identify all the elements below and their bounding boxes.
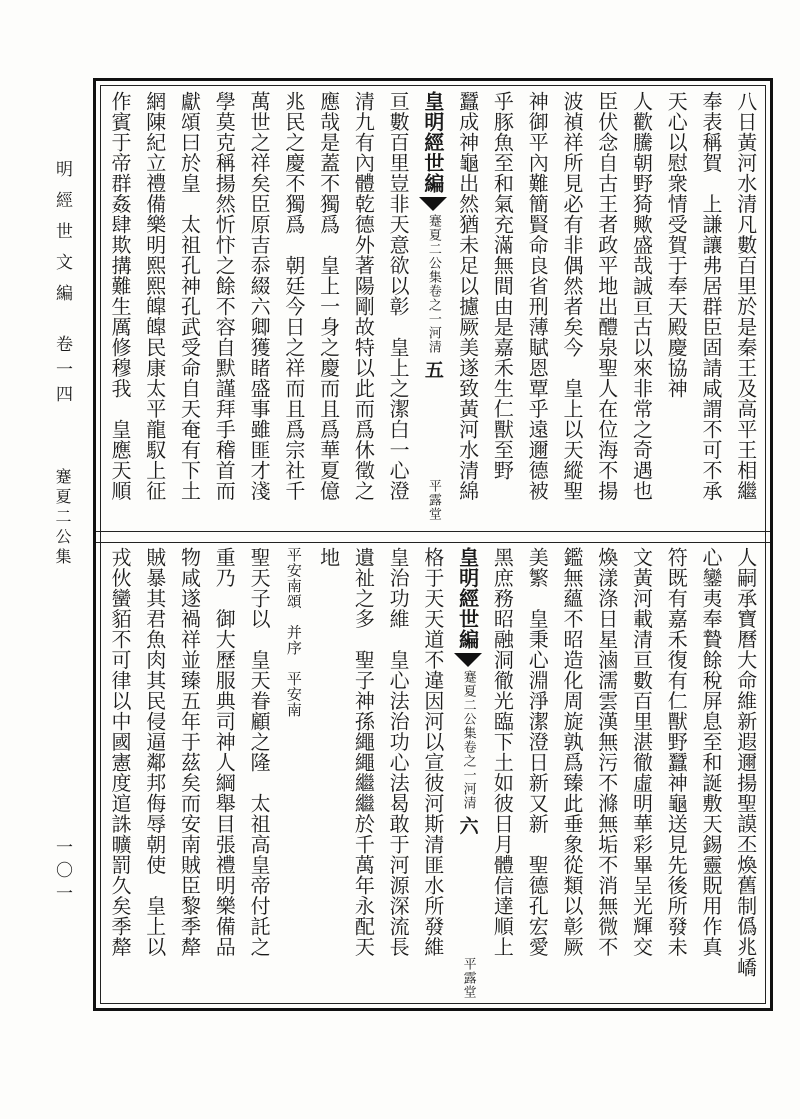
text-column: 學莫克稱揚然忻忭之餘不容自默謹拜手稽首而 [212,91,237,501]
fold-collection: 蹇夏二公集 [425,213,441,284]
text-column: 奉表稱賀 上謙讓弗居群臣固請咸謂不可不承 [699,91,724,501]
text-column: 清九有內體乾德外著陽剛故特以此而爲休徵之 [351,91,376,501]
fish-tail-mark [419,197,447,211]
text-column: 八日黃河水清凡數百里於是秦王及高平王相繼 [733,91,758,501]
book-title: 明經世文編 [52,160,72,315]
text-column: 地 [316,547,341,568]
fold-title: 皇明經世編 [420,91,445,194]
panel-divider [96,531,770,543]
fold-hall: 平露堂 [425,479,441,521]
text-column: 人歡騰朝野猗歟盛哉誠亘古以來非常之奇遇也 [629,91,654,501]
fold-hall: 平露堂 [460,957,476,999]
fish-tail-mark [454,653,482,667]
text-column: 獻頌曰於皇 太祖孔神孔武受命自天奄有下土 [177,91,202,501]
text-column: 萬世之祥矣臣原吉忝綴六卿獲睹盛事雖匪才淺 [247,91,272,501]
lower-panel [106,547,760,999]
text-column: 美繁 皇秉心淵淨潔澄日新又新 聖德孔宏愛 [525,547,550,957]
fold-column [454,547,482,999]
text-column: 作賓于帝群姦肆欺搆難生厲修穆我 皇應天順 [108,91,132,501]
volume-label: 卷一四 [52,335,72,410]
fold-title: 皇明經世編 [455,547,480,650]
fold-section: 河清 [460,781,476,810]
collection-label: 蹇夏二公集 [53,468,72,568]
text-column: 網陳紀立禮備樂明熙熙皥皥民康太平龍馭上征 [142,91,167,501]
text-column: 黑庶務昭融洞徹光臨下土如彼日月體信達順上 [490,547,515,957]
fold-juan: 卷之一 [425,283,441,326]
text-column: 波禎祥所見必有非偶然者矣今 皇上以天縱聖 [559,91,584,501]
text-column: 煥漾涤日星滷濡雲漢無污不滌無垢不消無微不 [594,547,619,957]
fold-collection: 蹇夏二公集 [460,669,476,740]
text-column: 聖天子以 皇天眷顧之隆 太祖高皇帝付託之 [247,547,272,957]
text-column: 遺祉之多 聖子神孫繩繩繼繼於千萬年永配天 [351,547,376,957]
text-column: 亘數百里豈非天意欲以彰 皇上之潔白一心澄 [386,91,411,501]
text-column: 格于天天道不違因河以宣彼河斯清匪水所發維 [420,547,445,957]
text-column: 天心以慰衆情受賀于奉天殿慶協神 [664,91,689,399]
page-frame [93,78,773,1011]
text-column: 蠶成神龜出然猶未足以攄厥美遂致黃河水清綿 [455,91,480,501]
section-heading: 平安南頌 并序 平安南 [284,547,303,718]
text-column: 重乃 御大歷服典司神人綱舉目張禮明樂備品 [212,547,237,957]
text-column: 符既有嘉禾復有仁獸野蠶神龜送見先後所發未 [664,547,689,957]
fold-column [419,91,447,521]
text-column: 人嗣承寶曆大命維新遐邇揚聖謨丕煥舊制僞兆嶠 [733,547,758,978]
text-column: 神御平內難簡賢命良省刑薄賦恩覃乎遠邇德被 [525,91,550,501]
fold-leaf-number: 五 [421,359,444,379]
text-column: 戎伙蠻貊不可律以中國憲度逭誅曠罰久矣季犛 [108,547,132,957]
text-column: 皇治功維 皇心法治功心法曷敢于河源深流長 [386,547,411,957]
text-column: 應哉是蓋不獨爲 皇上一身之慶而且爲華夏億 [316,91,341,501]
text-column: 賊暴其君魚肉其民侵逼鄰邦侮辱朝使 皇上以 [142,547,167,957]
text-column: 臣伏念自古王者政平地出醴泉聖人在位海不揚 [594,91,619,501]
page-number: 一〇一 [52,838,72,907]
text-column: 乎豚魚至和氣充滿無間由是嘉禾生仁獸至野 [490,91,515,481]
fold-juan: 卷之一 [460,739,476,782]
text-column: 文黃河載清亘數百里湛徹虛明華彩畢呈光輝交 [629,547,654,957]
text-column: 心鑾夷奉贄餘稅屏息至和誕敷天錫靈貺用作真 [699,547,724,957]
text-column: 物咸遂禍祥並臻五年于茲矣而安南賊臣黎季犛 [177,547,202,957]
fold-leaf-number: 六 [456,815,479,835]
text-column: 兆民之慶不獨爲 朝廷今日之祥而且爲宗社千 [281,91,306,501]
text-column: 鑑無蘊不昭造化周旋孰爲臻此垂象從類以彰厥 [559,547,584,957]
upper-panel [106,91,760,521]
fold-section: 河清 [425,325,441,354]
